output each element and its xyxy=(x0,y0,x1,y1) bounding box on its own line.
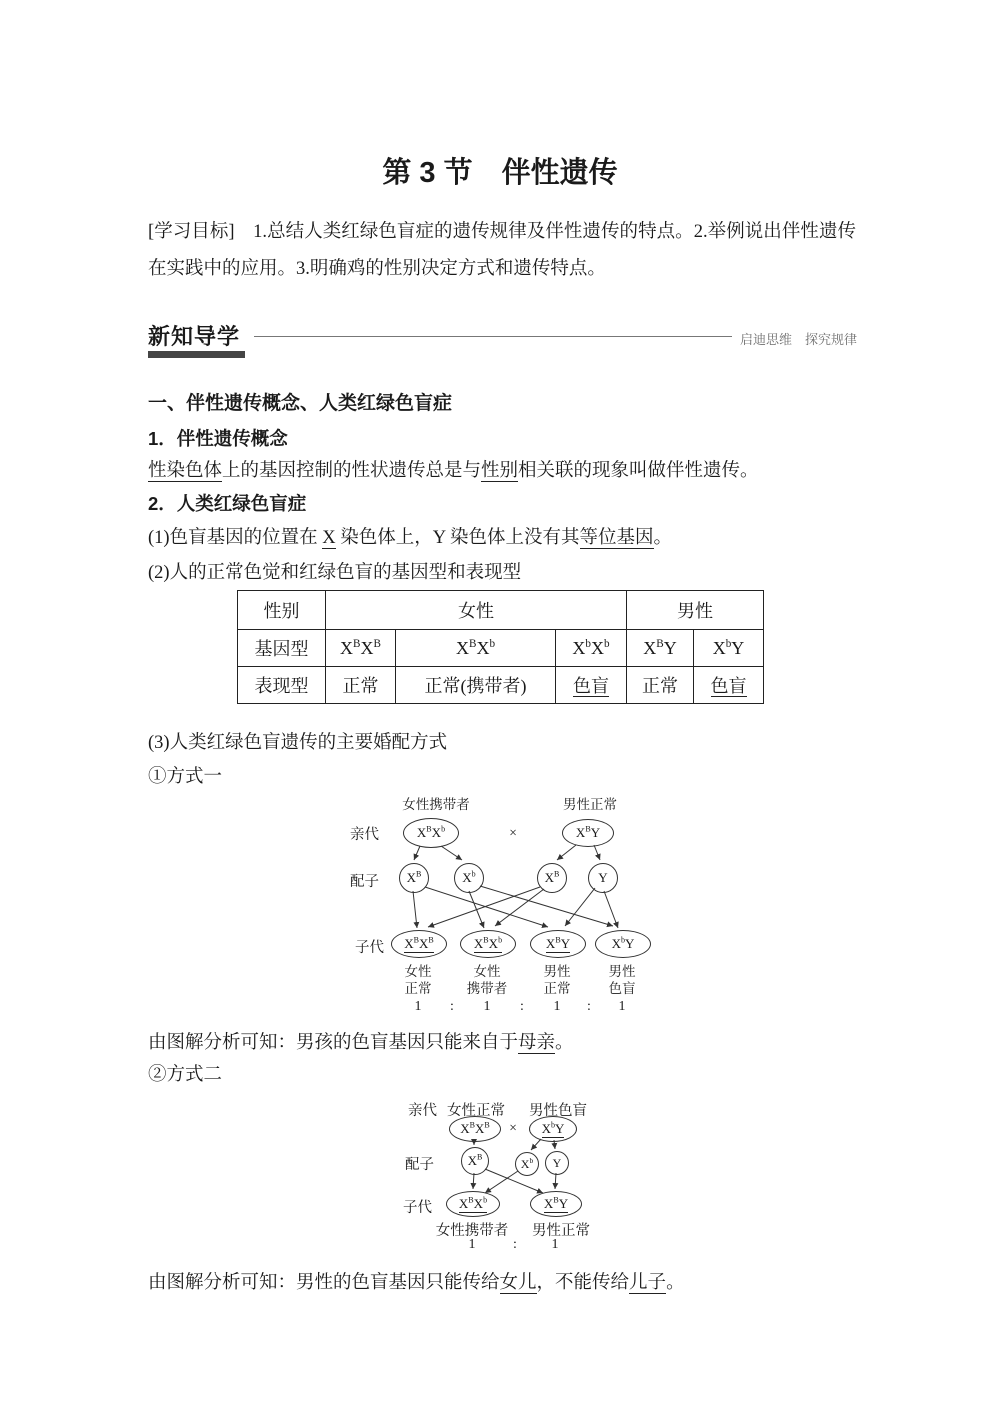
row-label-genotype: 基因型 xyxy=(238,630,326,667)
genotype-cell: $X^BX^b$ xyxy=(396,630,556,667)
offspring-node: $X^BY$ xyxy=(530,930,586,958)
offspring-node: $X^bY$ xyxy=(595,930,651,958)
cross-symbol: × xyxy=(509,1120,517,1135)
table-group-female: 女性 xyxy=(326,591,627,630)
parent-node-father: $X^bY$ xyxy=(529,1116,577,1142)
parent-top-label-mother: 女性正常 xyxy=(447,1103,505,1119)
cross-symbol: × xyxy=(509,825,517,840)
gamete-node: $X^b$ xyxy=(454,863,484,893)
offspring-node: $X^BX^b$ xyxy=(446,1191,500,1217)
method-1-label: ①方式一 xyxy=(148,767,223,787)
conclusion-1: 由图解分析可知：男孩的色盲基因只能来自于母亲。 xyxy=(148,1033,574,1053)
offspring-label: 女性 xyxy=(473,964,501,979)
offspring-label: 色盲 xyxy=(608,981,636,996)
gamete-node: $X^B$ xyxy=(461,1147,489,1175)
section-header-title: 新知导学 xyxy=(148,324,241,349)
method-2-label: ②方式二 xyxy=(148,1065,223,1085)
offspring-label: 正常 xyxy=(543,981,571,996)
point-3: (3)人类红绿色盲遗传的主要婚配方式 xyxy=(148,733,448,753)
parent-top-label-father: 男性色盲 xyxy=(529,1103,587,1119)
ratio-value: 1 xyxy=(483,999,491,1014)
table-group-male: 男性 xyxy=(627,591,764,630)
offspring-node: $X^BX^b$ xyxy=(460,930,516,958)
conclusion-2: 由图解分析可知：男性的色盲基因只能传给女儿，不能传给儿子。 xyxy=(148,1273,685,1293)
ratio-value: 1 xyxy=(553,999,561,1014)
subheading-1: 1．伴性遗传概念 xyxy=(148,428,288,449)
ratio-value: 1 xyxy=(551,1237,559,1252)
concept-sentence: 性染色体上的基因控制的性状遗传总是与性别相关联的现象叫做伴性遗传。 xyxy=(148,461,759,481)
gamete-node: Y xyxy=(545,1151,569,1175)
gamete-node: $X^B$ xyxy=(537,863,567,893)
offspring-node: $X^BX^B$ xyxy=(391,930,447,958)
offspring-label: 正常 xyxy=(404,981,432,996)
parent-top-label-mother: 女性携带者 xyxy=(402,797,470,812)
offspring-label: 女性 xyxy=(404,964,432,979)
point-2: (2)人的正常色觉和红绿色盲的基因型和表现型 xyxy=(148,563,522,583)
learning-objectives: [学习目标] 1.总结人类红绿色盲症的遗传规律及伴性遗传的特点。2.举例说出伴性遗传在实践中的应用。3.明确鸡的性别决定方式和遗传特点。 xyxy=(148,222,856,279)
row-label-phenotype: 表现型 xyxy=(238,667,326,704)
ratio-colon: : xyxy=(587,999,591,1014)
offspring-label: 男性 xyxy=(543,964,571,979)
genotype-cell: $X^BX^B$ xyxy=(326,630,396,667)
offspring-label: 男性正常 xyxy=(532,1223,590,1239)
phenotype-cell: 正常(携带者) xyxy=(396,667,556,704)
parent-top-label-father: 男性正常 xyxy=(563,797,617,812)
heading-part1: 一、伴性遗传概念、人类红绿色盲症 xyxy=(148,393,453,414)
parent-node-mother: $X^BX^B$ xyxy=(449,1116,501,1142)
table-row xyxy=(238,591,764,630)
gamete-node: Y xyxy=(588,863,618,893)
page-title: 第 3 节 伴性遗传 xyxy=(382,157,618,189)
row-label-parents: 亲代 xyxy=(408,1103,437,1119)
phenotype-cell: 正常 xyxy=(627,667,694,704)
parent-node-father: $X^BY$ xyxy=(562,819,614,847)
ratio-value: 1 xyxy=(414,999,422,1014)
row-label-parents: 亲代 xyxy=(350,827,379,843)
row-label-offspring: 子代 xyxy=(355,940,384,956)
phenotype-cell: 色盲 xyxy=(694,667,764,704)
genotype-cell: $X^bY$ xyxy=(694,630,764,667)
phenotype-cell: 正常 xyxy=(326,667,396,704)
parent-node-mother: $X^BX^b$ xyxy=(403,818,459,848)
cross-diagram-1 xyxy=(345,793,665,1021)
row-label-gametes: 配子 xyxy=(350,874,379,890)
genotype-cell: $X^BY$ xyxy=(627,630,694,667)
phenotype-cell: 色盲 xyxy=(556,667,627,704)
section-header-tagline: 启迪思维 探究规律 xyxy=(740,332,858,347)
section-header-underbar xyxy=(148,351,245,358)
row-label-offspring: 子代 xyxy=(403,1200,432,1216)
ratio-value: 1 xyxy=(618,999,626,1014)
offspring-label: 女性携带者 xyxy=(435,1223,509,1239)
offspring-label: 携带者 xyxy=(466,981,508,996)
row-label-gametes: 配子 xyxy=(405,1157,434,1173)
section-header-rule xyxy=(254,336,732,337)
cross-diagram-2 xyxy=(395,1095,620,1255)
subheading-2: 2．人类红绿色盲症 xyxy=(148,493,307,514)
ratio-colon: : xyxy=(450,999,454,1014)
genotype-phenotype-table xyxy=(237,590,764,704)
ratio-value: 1 xyxy=(468,1237,476,1252)
table-corner-cell: 性别 xyxy=(238,591,326,630)
point-1: (1)色盲基因的位置在 X 染色体上，Y 染色体上没有其等位基因。 xyxy=(148,528,673,548)
genotype-cell: $X^bX^b$ xyxy=(556,630,627,667)
table-row xyxy=(238,630,764,667)
table-row xyxy=(238,667,764,704)
gamete-node: $X^b$ xyxy=(515,1152,539,1176)
offspring-label: 男性 xyxy=(608,964,636,979)
ratio-colon: : xyxy=(513,1237,517,1252)
offspring-node: $X^BY$ xyxy=(530,1191,582,1217)
gamete-node: $X^B$ xyxy=(399,863,429,893)
ratio-colon: : xyxy=(520,999,524,1014)
